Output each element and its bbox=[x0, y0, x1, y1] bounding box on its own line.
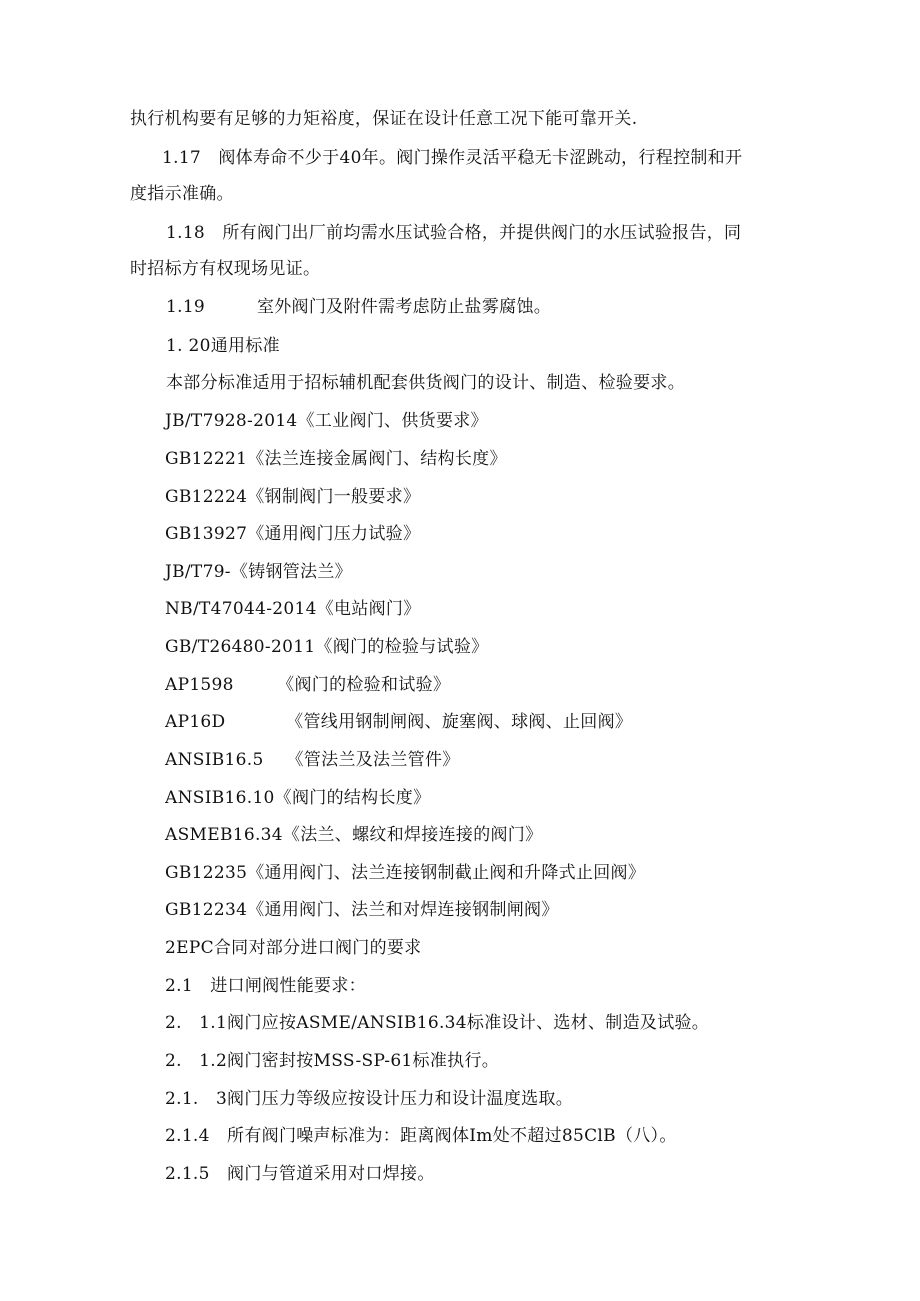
standard-item: GB13927《通用阀门压力试验》 bbox=[165, 524, 421, 544]
standard-item: GB12235《通用阀门、法兰连接钢制截止阀和升降式止回阀》 bbox=[165, 863, 646, 883]
paragraph-1-17: 1.17 阀体寿命不少于40年。阀门操作灵活平稳无卡涩跳动，行程控制和开 bbox=[162, 148, 743, 168]
section-heading-2-1: 2.1 进口闸阀性能要求： bbox=[165, 976, 366, 996]
clause-2-1-3: 2.1. 3阀门压力等级应按设计压力和设计温度选取。 bbox=[165, 1089, 574, 1109]
paragraph-line: 本部分标准适用于招标辅机配套供货阀门的设计、制造、检验要求。 bbox=[166, 373, 685, 393]
standard-item: GB/T26480-2011《阀门的检验与试验》 bbox=[165, 637, 489, 657]
paragraph-1-18: 1.18 所有阀门出厂前均需水压试验合格，并提供阀门的水压试验报告，同 bbox=[166, 223, 742, 243]
paragraph-line: 时招标方有权现场见证。 bbox=[130, 259, 321, 279]
paragraph-1-19: 1.19 室外阀门及附件需考虑防止盐雾腐蚀。 bbox=[166, 297, 552, 317]
clause-2-1-4: 2.1.4 所有阀门噪声标准为：距离阀体Im处不超过85ClB（八）。 bbox=[165, 1126, 677, 1146]
standard-item: AP1598 《阀门的检验和试验》 bbox=[165, 675, 451, 695]
clause-2-1-1: 2. 1.1阀门应按ASME/ANSIB16.34标准设计、选材、制造及试验。 bbox=[165, 1013, 710, 1033]
clause-2-1-2: 2. 1.2阀门密封按MSS-SP-61标准执行。 bbox=[165, 1051, 500, 1071]
clause-2-1-5: 2.1.5 阀门与管道采用对口焊接。 bbox=[165, 1164, 435, 1184]
standard-item: AP16D 《管线用钢制闸阀、旋塞阀、球阀、止回阀》 bbox=[165, 712, 633, 732]
standard-item: ASMEB16.34《法兰、螺纹和焊接连接的阀门》 bbox=[165, 825, 543, 845]
paragraph-line: 度指示准确。 bbox=[130, 184, 234, 204]
standard-item: NB/T47044-2014《电站阀门》 bbox=[165, 599, 421, 619]
standard-item: GB12221《法兰连接金属阀门、结构长度》 bbox=[165, 449, 507, 469]
standard-item: GB12224《钢制阀门一般要求》 bbox=[165, 487, 421, 507]
standard-item: ANSIB16.5 《管法兰及法兰管件》 bbox=[165, 750, 460, 770]
standard-item: JB/T7928-2014《工业阀门、供货要求》 bbox=[165, 411, 488, 431]
standard-item: JB/T79-《铸钢管法兰》 bbox=[165, 562, 352, 582]
section-heading-2: 2EPC合同对部分进口阀门的要求 bbox=[165, 938, 422, 958]
section-heading-1-20: 1. 20通用标准 bbox=[166, 336, 280, 356]
paragraph-line: 执行机构要有足够的力矩裕度，保证在设计任意工况下能可靠开关. bbox=[130, 109, 638, 129]
standard-item: GB12234《通用阀门、法兰和对焊连接钢制闸阀》 bbox=[165, 900, 559, 920]
standard-item: ANSIB16.10《阀门的结构长度》 bbox=[165, 788, 431, 808]
